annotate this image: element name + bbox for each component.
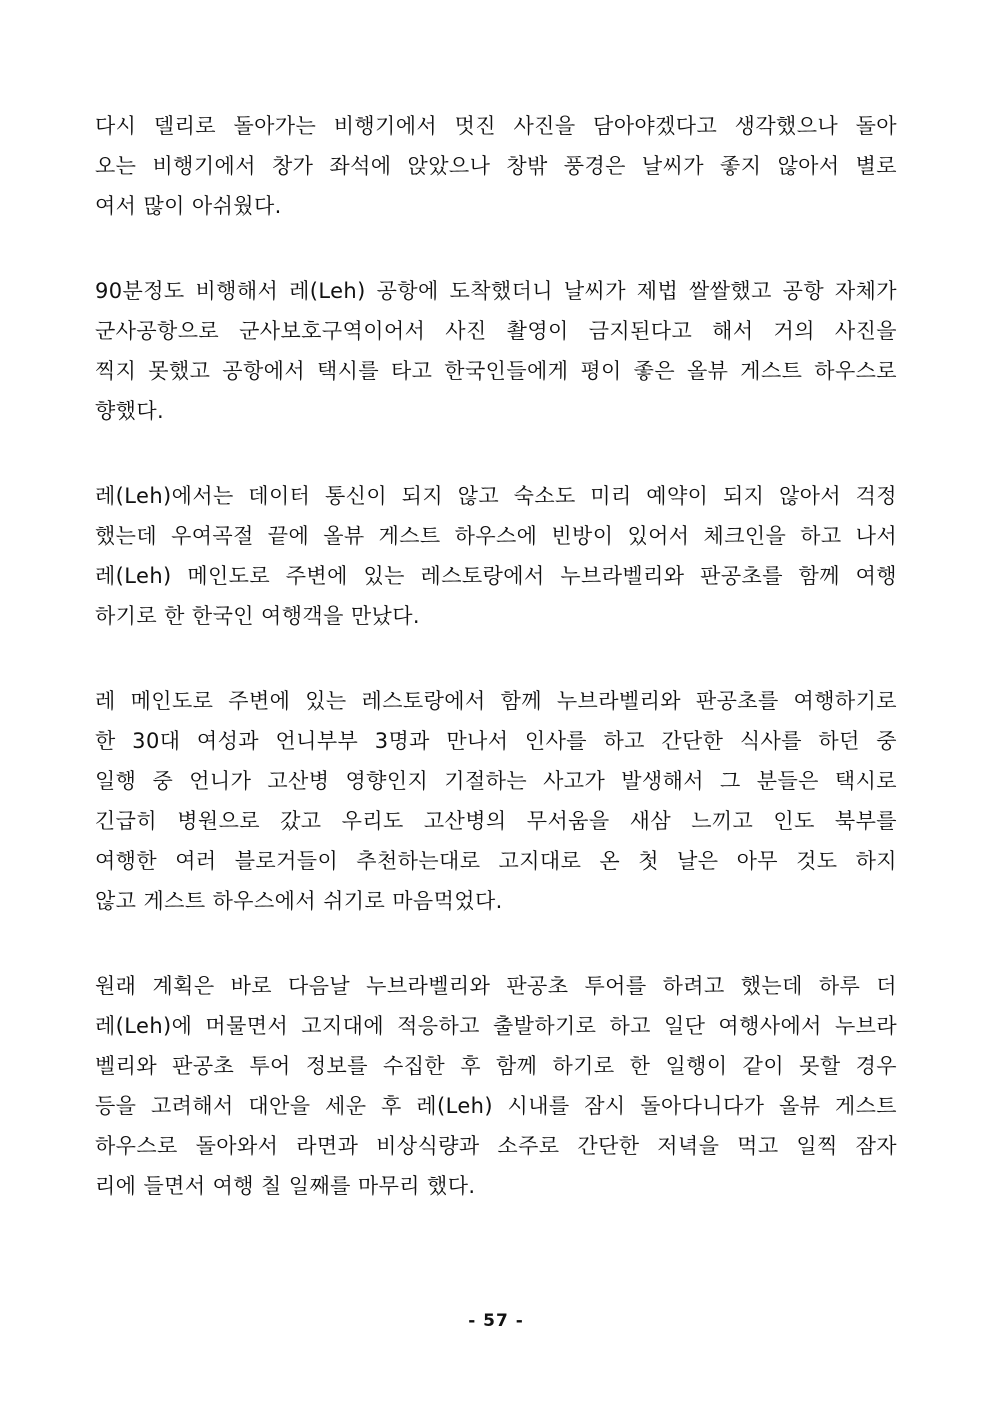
- paragraph-2: [95, 271, 897, 431]
- text-line: 레(Leh)에서는 데이터 통신이 되지 않고 숙소도 미리 예약이 되지 않아서 걱정: [95, 484, 897, 508]
- text-line: 여서 많이 아쉬웠다.: [95, 194, 282, 218]
- text-line: 리에 들면서 여행 칠 일째를 마무리 했다.: [95, 1174, 476, 1198]
- text-line: 레 메인도로 주변에 있는 레스토랑에서 함께 누브라벨리와 판공초를 여행하기로: [95, 689, 897, 713]
- text-line: 했는데 우여곡절 끝에 올뷰 게스트 하우스에 빈방이 있어서 체크인을 하고 나서: [95, 524, 897, 548]
- text-line: 군사공항으로 군사보호구역이어서 사진 촬영이 금지된다고 해서 거의 사진을: [95, 319, 897, 343]
- paragraph-1: [95, 106, 897, 226]
- text-line: 오는 비행기에서 창가 좌석에 앉았으나 창밖 풍경은 날씨가 좋지 않아서 별로: [95, 154, 897, 178]
- paragraph-5: [95, 966, 897, 1206]
- text-line: 레(Leh) 메인도로 주변에 있는 레스토랑에서 누브라벨리와 판공초를 함께 여행: [95, 564, 897, 588]
- text-line: 다시 델리로 돌아가는 비행기에서 멋진 사진을 담아야겠다고 생각했으나 돌아: [95, 114, 897, 138]
- text-line: 긴급히 병원으로 갔고 우리도 고산병의 무서움을 새삼 느끼고 인도 북부를: [95, 809, 897, 833]
- text-line: 원래 계획은 바로 다음날 누브라벨리와 판공초 투어를 하려고 했는데 하루 더: [95, 974, 897, 998]
- text-line: 한 30대 여성과 언니부부 3명과 만나서 인사를 하고 간단한 식사를 하던 중: [95, 729, 897, 753]
- text-line: 여행한 여러 블로거들이 추천하는대로 고지대로 온 첫 날은 아무 것도 하지: [95, 849, 897, 873]
- text-line: 하기로 한 한국인 여행객을 만났다.: [95, 604, 420, 628]
- page-number: - 57 -: [468, 1311, 524, 1331]
- text-line: 등을 고려해서 대안을 세운 후 레(Leh) 시내를 잠시 돌아다니다가 올뷰 게스트: [95, 1094, 897, 1118]
- text-line: 레(Leh)에 머물면서 고지대에 적응하고 출발하기로 하고 일단 여행사에서 누브라: [95, 1014, 897, 1038]
- text-line: 벨리와 판공초 투어 정보를 수집한 후 함께 하기로 한 일행이 같이 못할 경우: [95, 1054, 897, 1078]
- paragraph-4: [95, 681, 897, 921]
- text-line: 하우스로 돌아와서 라면과 비상식량과 소주로 간단한 저녁을 먹고 일찍 잠자: [95, 1134, 897, 1158]
- text-line: 향했다.: [95, 399, 165, 423]
- text-line: 90분정도 비행해서 레(Leh) 공항에 도착했더니 날씨가 제법 쌀쌀했고 공항 자체가: [95, 279, 897, 303]
- text-line: 찍지 못했고 공항에서 택시를 타고 한국인들에게 평이 좋은 올뷰 게스트 하우스로: [95, 359, 897, 383]
- text-line: 않고 게스트 하우스에서 쉬기로 마음먹었다.: [95, 889, 503, 913]
- body-text: [95, 106, 897, 1251]
- paragraph-3: [95, 476, 897, 636]
- text-line: 일행 중 언니가 고산병 영향인지 기절하는 사고가 발생해서 그 분들은 택시로: [95, 769, 897, 793]
